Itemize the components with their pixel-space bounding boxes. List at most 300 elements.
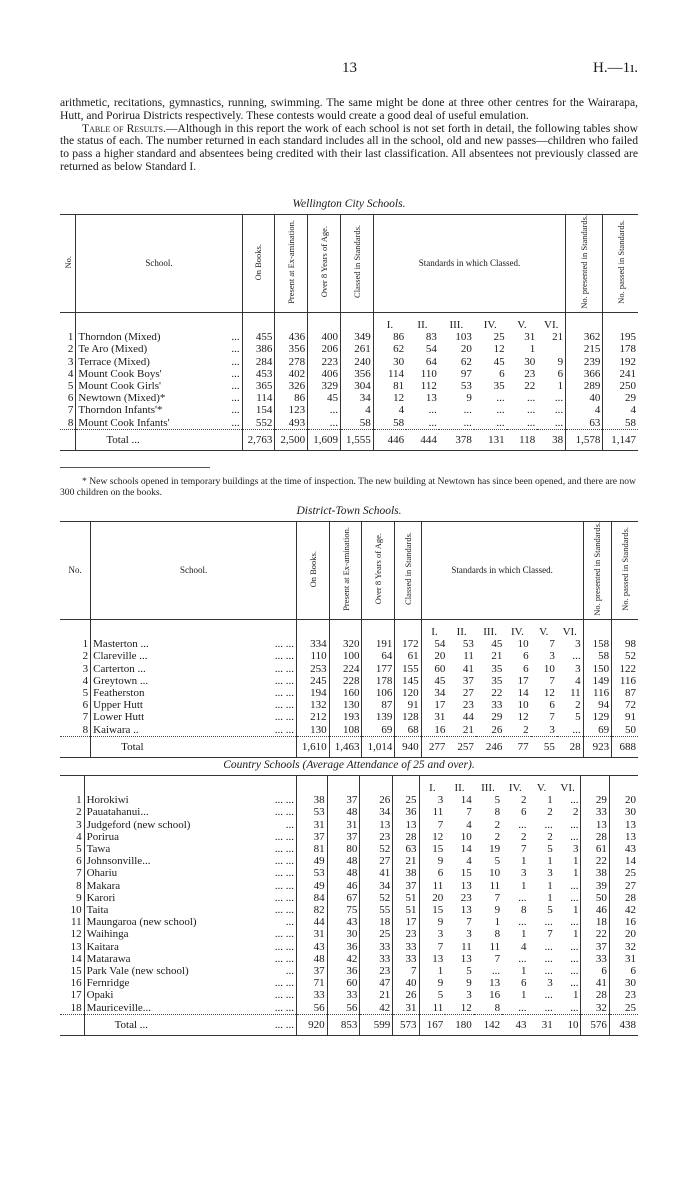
cell-value: 7 [393, 965, 419, 977]
total-label [76, 429, 242, 450]
cell-value: ... [570, 830, 579, 843]
table-country-schools [60, 775, 638, 1036]
cell-value: 40 [393, 977, 419, 989]
cell-value: 7 [494, 891, 501, 904]
cell-value: 1 [520, 965, 527, 978]
table-row [60, 806, 638, 818]
cell-value: 1 [494, 916, 501, 929]
cell-value: 16 [421, 724, 447, 737]
cell-value: ... [308, 417, 341, 430]
cell-value: ... [518, 952, 527, 965]
cell-value: 31 [524, 331, 536, 344]
cell-value: 33 [581, 806, 609, 818]
cell-value: 3 [466, 928, 472, 941]
cell-value: 4 [466, 855, 472, 868]
cell-value: 31 [421, 711, 447, 723]
cell-value: 455 [242, 331, 275, 343]
total-value: 277 [421, 736, 447, 757]
row-number: 8 [82, 723, 89, 736]
numeral-spacer [566, 312, 603, 331]
cell-value: 43 [609, 843, 638, 855]
cell-value: 39 [581, 880, 609, 892]
cell-value: ... [544, 916, 553, 929]
cell-value: 97 [460, 367, 472, 380]
cell-value: ... [570, 891, 579, 904]
cell-value: 82 [296, 904, 327, 916]
cell-value: 33 [360, 941, 393, 953]
cell-value: 64 [362, 650, 395, 662]
cell-value: 20 [609, 794, 638, 806]
table-row [60, 650, 638, 662]
cell-value: 110 [297, 650, 330, 662]
table-row [60, 1002, 638, 1015]
cell-value: 116 [583, 687, 611, 699]
school-name [91, 638, 297, 650]
table-row [60, 916, 638, 928]
cell-value: 7 [549, 638, 555, 651]
cell-value: 33 [360, 953, 393, 965]
cell-value: 13 [609, 819, 638, 831]
school-name-text: Fernridge [86, 977, 130, 990]
cell-value: 100 [329, 650, 362, 662]
school-name [84, 892, 296, 904]
page-number: 13 [342, 60, 357, 76]
leader-dots: ... [285, 916, 294, 929]
row-number: 18 [70, 1001, 82, 1014]
cell-value: 32 [581, 1002, 609, 1015]
leader-dots: ... [285, 818, 294, 831]
cell-value: 406 [308, 368, 341, 380]
standards-numerals-row [60, 312, 638, 331]
cell-value: 33 [393, 941, 419, 953]
cell-value: 17 [421, 699, 447, 711]
cell-value: 15 [419, 843, 445, 855]
cell-value: 45 [491, 638, 503, 651]
cell-value: 223 [308, 356, 341, 368]
cell-value: ... [527, 392, 536, 405]
col-school: School. [76, 215, 242, 313]
cell-value: 53 [296, 806, 327, 818]
leader-dots: ... ... [274, 674, 295, 687]
cell-value: 64 [425, 355, 437, 368]
school-name [91, 675, 297, 687]
cell-value: 30 [327, 928, 360, 940]
numeral-spacer [275, 312, 308, 331]
col-over8: Over 8 Years of Age. [308, 215, 341, 313]
row-number: 1 [76, 794, 82, 807]
row-number: 16 [70, 977, 82, 990]
cell-value: 28 [609, 892, 638, 904]
cell-value: 10 [543, 662, 555, 675]
cell-value: 114 [242, 392, 275, 404]
school-name [84, 965, 296, 977]
row-number: 17 [70, 989, 82, 1002]
cell-value: 114 [373, 368, 406, 380]
total-value: 246 [476, 736, 504, 757]
cell-value: 386 [242, 343, 275, 355]
col-presented: No. presented in Standards. [566, 215, 603, 313]
cell-value: 3 [572, 843, 579, 856]
cell-value: 362 [566, 331, 603, 343]
table-row [60, 819, 638, 831]
cell-value: ... [518, 916, 527, 929]
intro-paragraph [60, 123, 638, 174]
cell-value: 8 [494, 1001, 501, 1014]
cell-value: 2 [575, 699, 581, 712]
cell-value: 84 [296, 892, 327, 904]
cell-value: 356 [275, 343, 308, 355]
cell-value: 250 [603, 380, 638, 392]
row-number: 1 [82, 638, 89, 651]
total-value: 920 [296, 1014, 327, 1035]
school-name [76, 392, 242, 404]
cell-value: 6 [523, 650, 529, 663]
cell-value: 402 [275, 368, 308, 380]
cell-value: 1 [572, 867, 579, 880]
cell-value: 123 [275, 404, 308, 416]
cell-value: 60 [421, 663, 447, 675]
school-name [91, 699, 297, 711]
total-value: 10 [555, 1014, 581, 1035]
total-label-text: Total ... [114, 1018, 149, 1031]
cell-value: 50 [581, 892, 609, 904]
cell-value: 6 [523, 662, 529, 675]
table-row [60, 331, 638, 343]
total-label [91, 736, 297, 757]
school-name-text: Newtown (Mixed)* [78, 392, 166, 405]
cell-value: 1 [547, 879, 553, 892]
standard-numeral: II. [417, 318, 428, 331]
cell-value: 32 [609, 941, 638, 953]
cell-value: 30 [609, 977, 638, 989]
cell-value: ... [570, 818, 579, 831]
cell-value: 22 [524, 379, 536, 392]
cell-value: 158 [583, 638, 611, 650]
cell-value: 49 [296, 855, 327, 867]
cell-value: 22 [491, 686, 503, 699]
table-row [60, 368, 638, 380]
school-name [84, 855, 296, 867]
cell-value: 160 [329, 687, 362, 699]
cell-value: 33 [296, 989, 327, 1001]
cell-value: ... [570, 879, 579, 892]
total-value: 446 [373, 429, 406, 450]
row-number: 3 [82, 662, 89, 675]
numeral-spacer [362, 619, 395, 638]
school-name-text: Featherston [93, 686, 145, 699]
total-value: 180 [445, 1014, 473, 1035]
total-spacer [60, 1014, 84, 1035]
cell-value: 261 [340, 343, 373, 355]
cell-value: 25 [609, 867, 638, 879]
row-number: 4 [76, 830, 82, 843]
row-number: 4 [67, 367, 74, 380]
cell-value: 23 [360, 831, 393, 843]
standard-numeral: V. [539, 625, 549, 638]
cell-value: 14 [460, 843, 472, 856]
cell-value: 130 [297, 724, 330, 737]
cell-value: 48 [296, 953, 327, 965]
leader-dots: ... ... [274, 711, 295, 724]
cell-value: 18 [360, 916, 393, 928]
cell-value: 20 [419, 892, 445, 904]
cell-value: 6 [549, 699, 555, 712]
leader-dots: ... ... [274, 977, 294, 990]
leader-dots: ... [231, 367, 240, 380]
cell-value: 2 [494, 818, 501, 831]
cell-value: 29 [603, 392, 638, 404]
row-number: 14 [70, 952, 82, 965]
cell-value: ... [554, 392, 564, 405]
cell-value: 17 [517, 674, 529, 687]
cell-value: 326 [275, 380, 308, 392]
leader-dots: ... ... [274, 638, 295, 651]
cell-value: 91 [395, 699, 421, 711]
cell-value: 120 [395, 687, 421, 699]
cell-value: 36 [327, 965, 360, 977]
table-row [60, 904, 638, 916]
school-name-text: Horokiwi [86, 794, 129, 807]
school-name-text: Mount Cook Boys' [78, 367, 162, 380]
cell-value: 6 [609, 965, 638, 977]
total-value: 438 [609, 1014, 638, 1035]
school-name [76, 356, 242, 368]
standard-numeral: IV. [483, 318, 497, 331]
table-row [60, 638, 638, 650]
table-caption-district: District-Town Schools. [296, 505, 402, 517]
cell-value: 94 [583, 699, 611, 711]
cell-value: 31 [296, 928, 327, 940]
numeral-spacer [91, 619, 297, 638]
cell-value: 48 [327, 867, 360, 879]
cell-value: 9 [419, 977, 445, 989]
numeral-spacer [308, 312, 341, 331]
cell-value: 31 [296, 819, 327, 831]
cell-value: 1 [520, 989, 527, 1002]
cell-value: ... [496, 392, 505, 405]
cell-value: 30 [373, 356, 406, 368]
cell-value: 12 [493, 343, 505, 356]
cell-value: 154 [242, 404, 275, 416]
table-row [60, 941, 638, 953]
school-name [76, 331, 242, 343]
row-number: 3 [76, 818, 82, 831]
cell-value: ... [491, 965, 501, 978]
cell-value: 33 [581, 953, 609, 965]
cell-value: 2 [520, 830, 527, 843]
cell-value: 13 [419, 953, 445, 965]
cell-value: ... [570, 916, 579, 929]
school-name-text: Carterton ... [93, 662, 146, 675]
cell-value: 11 [419, 1002, 445, 1015]
cell-value: ... [428, 404, 437, 417]
footnote-rule [60, 467, 210, 468]
cell-value: 215 [566, 343, 603, 355]
cell-value: 62 [373, 343, 406, 355]
cell-value: 178 [603, 343, 638, 355]
cell-value: ... [544, 940, 553, 953]
cell-value: 23 [460, 891, 472, 904]
leader-dots: ... [231, 331, 240, 344]
school-name-text: Waihinga [86, 928, 129, 941]
cell-value: 37 [327, 794, 360, 806]
cell-value: 5 [547, 904, 553, 917]
cell-value: 177 [362, 663, 395, 675]
cell-value: 2 [547, 806, 553, 819]
table-row [60, 892, 638, 904]
cell-value: 3 [419, 928, 445, 940]
cell-value: 6 [520, 806, 527, 819]
cell-value: 61 [581, 843, 609, 855]
cell-value: 23 [462, 699, 474, 712]
cell-value: 83 [425, 331, 437, 344]
cell-value: 400 [308, 331, 341, 343]
school-name [84, 928, 296, 940]
cell-value: 27 [462, 686, 474, 699]
cell-value: ... [572, 650, 581, 663]
cell-value: 53 [462, 638, 474, 651]
cell-value: 5 [419, 989, 445, 1001]
leader-dots: ... ... [274, 952, 294, 965]
total-value: 28 [557, 736, 583, 757]
cell-value: 9 [419, 855, 445, 867]
school-name-text: Kaiwara .. [93, 723, 139, 736]
row-number: 5 [76, 843, 82, 856]
school-name-text: Mauriceville... [86, 1001, 152, 1014]
row-number: 6 [76, 855, 82, 868]
cell-value: 71 [296, 977, 327, 989]
cell-value: 284 [242, 356, 275, 368]
cell-value: 2 [572, 806, 579, 819]
total-label [84, 1014, 296, 1035]
table-row [60, 855, 638, 867]
cell-value: 9 [557, 355, 564, 368]
cell-value: 1 [572, 928, 579, 941]
cell-value: 33 [491, 699, 503, 712]
cell-value: 6 [419, 867, 445, 879]
cell-value: 2 [494, 830, 501, 843]
cell-value: 1 [547, 855, 553, 868]
cell-value: 11 [463, 650, 474, 663]
cell-value: 6 [499, 367, 505, 380]
section-heading: Table of Results. [82, 121, 166, 135]
cell-value: 42 [609, 904, 638, 916]
standard-numeral: I. [421, 619, 447, 638]
cell-value: ... [544, 989, 553, 1002]
cell-value: 191 [362, 638, 395, 650]
standard-numeral: IV. [510, 625, 524, 638]
cell-value: 25 [393, 794, 419, 806]
total-value: 167 [419, 1014, 445, 1035]
cell-value: 52 [360, 843, 393, 855]
cell-value: 86 [275, 392, 308, 404]
table-row [60, 343, 638, 355]
page-header [60, 60, 638, 82]
cell-value: 239 [566, 356, 603, 368]
col-no: No. [62, 255, 73, 269]
cell-value: 5 [466, 965, 472, 978]
cell-value: 53 [296, 867, 327, 879]
cell-value: 58 [583, 650, 611, 662]
cell-value: ... [463, 404, 472, 417]
cell-value: 3 [549, 650, 555, 663]
cell-value: 116 [612, 675, 638, 687]
table-row [60, 663, 638, 675]
cell-value: 12 [419, 831, 445, 843]
cell-value: 49 [296, 880, 327, 892]
standard-numeral: III. [449, 318, 464, 331]
cell-value: 12 [373, 392, 406, 404]
cell-value: 27 [360, 855, 393, 867]
school-name [91, 650, 297, 662]
cell-value: 14 [609, 855, 638, 867]
numeral-spacer [609, 776, 638, 795]
cell-value: 1 [529, 343, 536, 356]
cell-value: 15 [419, 904, 445, 916]
standard-numeral: III. [481, 782, 495, 794]
cell-value: 21 [491, 650, 503, 663]
col-classed: Classed in Standards. [395, 522, 421, 620]
school-name-text: Kaitara [86, 940, 119, 953]
leader-dots: ... ... [274, 830, 294, 843]
table-row [60, 404, 638, 416]
leader-dots: ... ... [274, 928, 294, 941]
cell-value: 20 [460, 343, 472, 356]
cell-value: 60 [327, 977, 360, 989]
total-row [60, 1014, 638, 1035]
school-name-text: Maungaroa (new school) [86, 916, 197, 929]
row-number: 8 [76, 879, 82, 892]
cell-value: 33 [393, 953, 419, 965]
cell-value: 2 [523, 723, 529, 736]
cell-value: 1 [520, 928, 527, 941]
school-name-text: Opaki [86, 989, 114, 1002]
leader-dots: ... [285, 965, 294, 978]
table-caption-country: Country Schools (Average Attendance of 25 and over). [223, 759, 475, 771]
row-number: 4 [82, 674, 89, 687]
table-city-schools [60, 214, 638, 451]
table-row [60, 699, 638, 711]
cell-value: 9 [494, 904, 501, 917]
total-spacer [60, 736, 91, 757]
standard-numeral: I. [373, 312, 406, 331]
cell-value: 67 [327, 892, 360, 904]
col-standards: Standards in which Classed. [421, 522, 583, 620]
standard-numeral: I. [419, 776, 445, 795]
cell-value: 320 [329, 638, 362, 650]
school-name-text: Makara [86, 879, 121, 892]
cell-value: 37 [296, 831, 327, 843]
cell-value: 7 [466, 916, 472, 929]
cell-value: 28 [581, 989, 609, 1001]
cell-value: 5 [547, 843, 553, 856]
cell-value: 10 [517, 638, 529, 651]
cell-value: 228 [329, 675, 362, 687]
cell-value: 3 [466, 989, 472, 1002]
cell-value: 1 [572, 855, 579, 868]
cell-value: 58 [603, 417, 638, 430]
cell-value: ... [570, 965, 579, 978]
school-name [91, 663, 297, 675]
cell-value: ... [428, 416, 437, 429]
cell-value: 552 [242, 417, 275, 430]
school-name-text: Johnsonville... [86, 855, 151, 868]
total-value: 853 [327, 1014, 360, 1035]
leader-dots: ... ... [274, 723, 295, 736]
cell-value: 28 [393, 831, 419, 843]
col-on-books: On Books. [242, 215, 275, 313]
standard-numeral: II. [456, 625, 467, 638]
